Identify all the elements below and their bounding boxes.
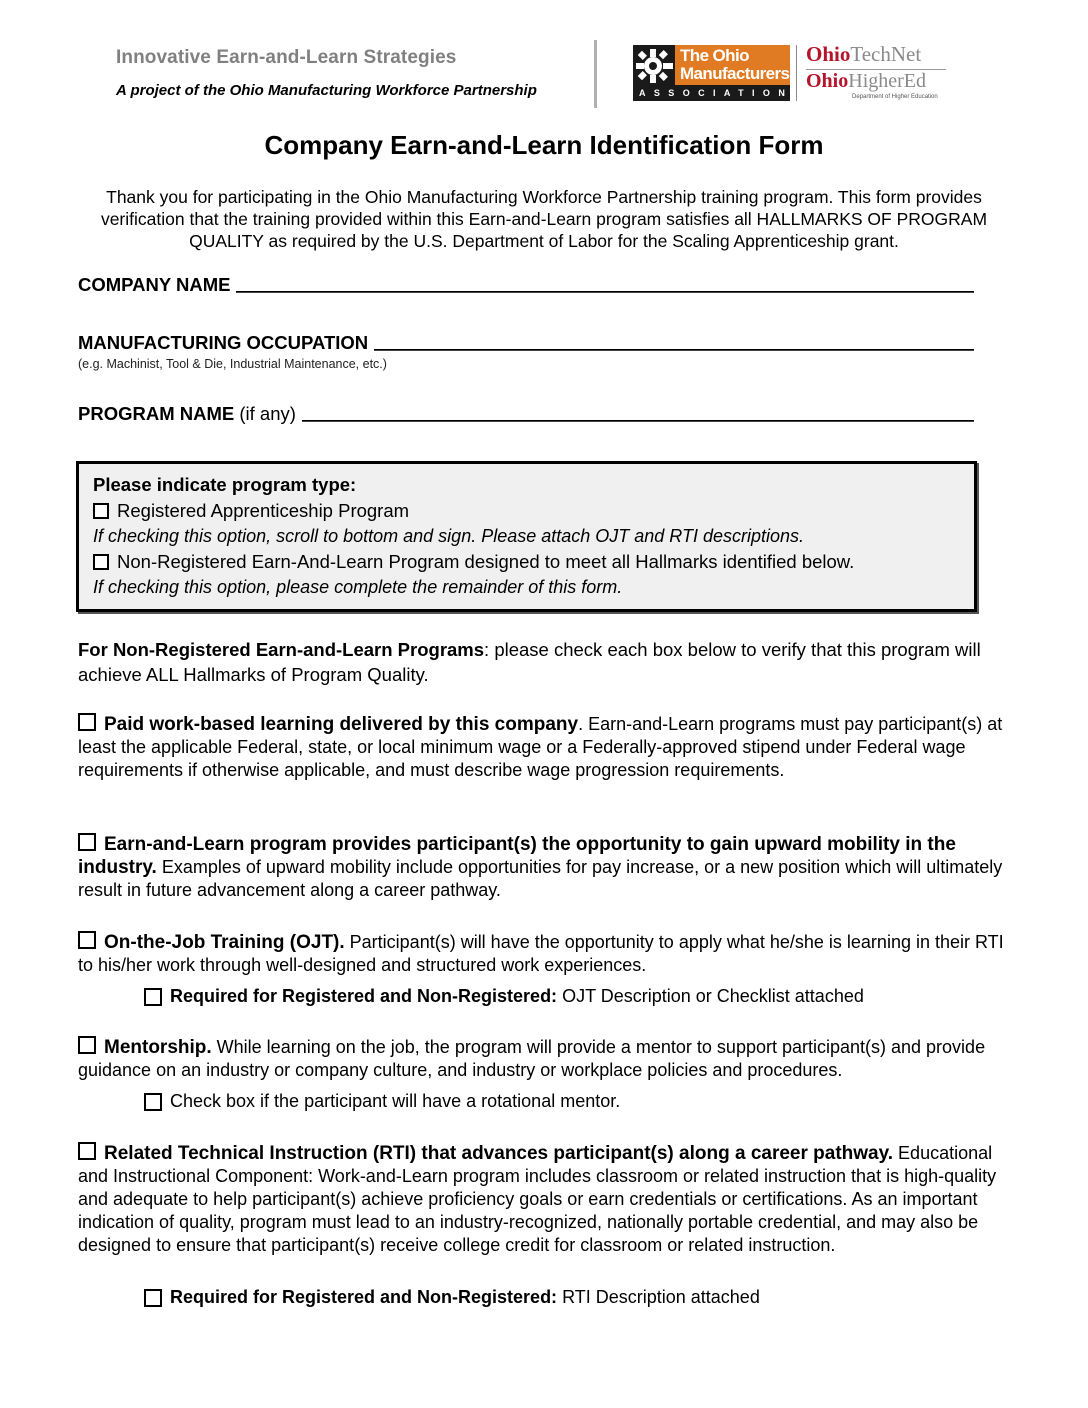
mentorship-sub-item [144, 1090, 1004, 1113]
sub-item-text: Check box if the participant will have a rotational mentor. [170, 1091, 621, 1111]
checkbox-ojt-attached[interactable] [144, 988, 162, 1006]
page-title: Company Earn-and-Learn Identification Form [264, 130, 824, 160]
occupation-label: MANUFACTURING OCCUPATION [78, 332, 369, 353]
sub-item-text: OJT Description or Checklist attached [562, 986, 864, 1006]
otn-red-text: Ohio [806, 42, 851, 66]
header-title: Innovative Earn-and-Learn Strategies [116, 47, 457, 68]
option-label: Registered Apprenticeship Program [117, 500, 410, 521]
ohio-manufacturers-association-logo [633, 45, 794, 101]
company-name-label: COMPANY NAME [78, 274, 231, 295]
option-note: If checking this option, please complete the remainder of this form. [93, 577, 623, 597]
company-name-row [78, 274, 974, 296]
hallmark-title: Paid work-based learning delivered by this company [104, 714, 579, 735]
occupation-row [78, 332, 974, 354]
company-name-field[interactable] [236, 291, 974, 293]
ojt-sub-item [144, 985, 1004, 1008]
hallmark-title: Related Technical Instruction (RTI) that advances participant(s) along a career pathway. [104, 1143, 894, 1164]
page-header [0, 0, 1088, 120]
option-non-registered[interactable] [93, 549, 960, 575]
sub-item-bold: Required for Registered and Non-Registered: [170, 986, 558, 1006]
program-name-row [78, 403, 974, 425]
hallmark-upward-mobility [78, 833, 1008, 902]
checkbox-registered-apprenticeship[interactable] [93, 503, 109, 519]
checkbox-rotational-mentor[interactable] [144, 1093, 162, 1111]
option-registered-apprenticeship[interactable] [93, 498, 960, 524]
ohe-red-text: Ohio [806, 70, 849, 92]
hallmark-body: . Earn-and-Learn programs must pay participant(s) at least the applicable Federal, state, or local minimum wage or a Federally-approved stipend under Federal wage requirements if otherwise applicable, and must describe wage progression requirements. [78, 714, 1003, 780]
checkbox-non-registered[interactable] [93, 554, 109, 570]
checkbox-paid-work[interactable] [78, 713, 96, 731]
hallmark-title: Mentorship. [104, 1037, 212, 1058]
occupation-field[interactable] [374, 349, 974, 351]
checkbox-rti[interactable] [78, 1142, 96, 1160]
ohio-highered-logo [806, 70, 926, 93]
program-name-label [78, 403, 296, 425]
hallmark-ojt [78, 931, 1008, 977]
oma-association-label: ASSOCIATION [639, 88, 794, 98]
ohio-technet-logo [806, 42, 921, 67]
hallmark-title: Earn-and-Learn program provides participant(s) the opportunity to gain upward mobility in the industry. [78, 834, 956, 878]
hallmark-rti [78, 1142, 1008, 1257]
program-type-title: Please indicate program type: [93, 474, 357, 495]
hallmark-body: Examples of upward mobility include opportunities for pay increase, or a new position which will ultimately result in future advancement along a career pathway. [78, 857, 1003, 900]
hallmark-body: Participant(s) will have the opportunity to apply what he/she is learning in their RTI to his/her work through well-designed and structured work experiences. [78, 932, 1004, 975]
program-type-box [76, 461, 977, 612]
ohe-dept-label: Department of Higher Education [852, 94, 938, 100]
header-divider [594, 40, 597, 108]
hallmarks-intro-bold: For Non-Registered Earn-and-Learn Programs [78, 639, 485, 660]
hallmarks-intro [78, 637, 1008, 687]
gear-icon [635, 48, 675, 84]
otn-gray-text: TechNet [850, 42, 922, 66]
intro-paragraph: Thank you for participating in the Ohio Manufacturing Workforce Partnership training program. This form provides verification that the training provided within this Earn-and-Learn program satisfies all HALLMARKS OF PROGRAM QUALITY as required by the U.S. Department of Labor for the Scaling Apprenticeship grant. [100, 187, 988, 251]
header-subtitle: A project of the Ohio Manufacturing Workforce Partnership [116, 82, 537, 99]
ohe-gray-text: HigherEd [848, 70, 927, 92]
hallmark-mentorship [78, 1036, 1008, 1082]
oma-line1: The Ohio [680, 46, 749, 65]
option-label: Non-Registered Earn-And-Learn Program designed to meet all Hallmarks identified below. [117, 551, 855, 572]
hallmark-paid-work [78, 713, 1008, 782]
option-note: If checking this option, scroll to bottom and sign. Please attach OJT and RTI descriptions. [93, 526, 805, 546]
sub-item-bold: Required for Registered and Non-Registered: [170, 1287, 558, 1307]
hallmark-body: Educational and Instructional Component: Work-and-Learn program includes classroom or related instruction that is high-quality and adequate to help participant(s) achieve proficiency goals or earn credentials or certifications. As an important indication of quality, program must lead to an industry-recognized, nationally portable credential, and may also be designed to ensure that participant(s) receive college credit for classroom or related instruction. [78, 1143, 997, 1255]
program-name-label-bold: PROGRAM NAME [78, 403, 235, 424]
oma-line2: Manufacturers' [680, 64, 793, 83]
hallmarks-intro-text: : please check each box below to verify that this program will achieve ALL Hallmarks of Program Quality. [78, 639, 981, 685]
rti-sub-item [144, 1286, 1004, 1309]
hallmark-body: While learning on the job, the program will provide a mentor to support participant(s) and provide guidance on an industry or company culture, and industry or workplace policies and procedures. [78, 1037, 986, 1080]
checkbox-ojt[interactable] [78, 931, 96, 949]
program-name-label-suffix: (if any) [234, 403, 296, 424]
logo-divider [796, 45, 797, 101]
occupation-hint: (e.g. Machinist, Tool & Die, Industrial Maintenance, etc.) [78, 357, 387, 371]
hallmark-title: On-the-Job Training (OJT). [104, 932, 345, 953]
sub-item-text: RTI Description attached [562, 1287, 760, 1307]
checkbox-mentorship[interactable] [78, 1036, 96, 1054]
checkbox-rti-attached[interactable] [144, 1289, 162, 1307]
oma-logo-text [675, 45, 793, 85]
program-name-field[interactable] [302, 420, 974, 422]
checkbox-upward-mobility[interactable] [78, 833, 96, 851]
